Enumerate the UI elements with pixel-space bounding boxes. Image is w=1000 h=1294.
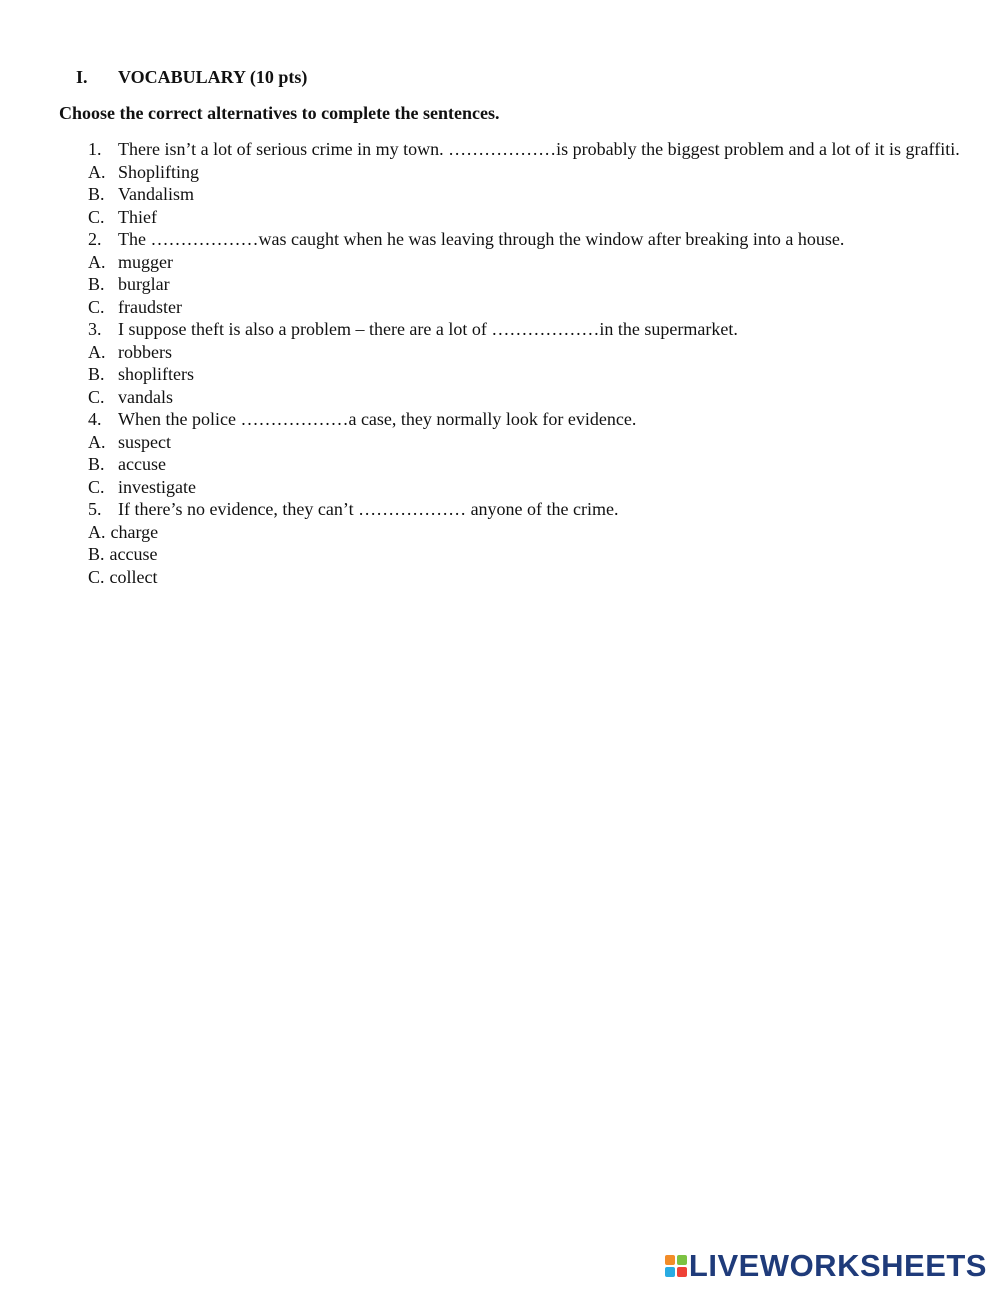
section-number: I.	[76, 67, 88, 87]
question-number: 3.	[88, 319, 102, 339]
option-text[interactable]: robbers	[118, 341, 172, 362]
question-text: There isn’t a lot of serious crime in my town. ………………is probably the biggest problem and a lot of it is graffiti.	[118, 139, 960, 159]
option-letter: A.	[88, 431, 106, 452]
option-2c[interactable]	[88, 296, 968, 319]
option-3a[interactable]	[88, 341, 968, 364]
question-5	[88, 498, 968, 521]
option-2b[interactable]	[88, 273, 968, 296]
option-letter: A.	[88, 521, 106, 542]
option-1c[interactable]	[88, 206, 968, 229]
option-text[interactable]: mugger	[118, 251, 173, 272]
option-text[interactable]: accuse	[118, 454, 166, 474]
question-1	[88, 138, 968, 161]
option-text[interactable]: Thief	[118, 206, 157, 227]
question-2	[88, 228, 968, 251]
question-text: When the police ………………a case, they normally look for evidence.	[118, 409, 637, 429]
liveworksheets-icon	[665, 1255, 687, 1277]
option-1a[interactable]	[88, 161, 968, 184]
question-number: 1.	[88, 139, 102, 159]
option-letter: A.	[88, 161, 106, 182]
option-text[interactable]: investigate	[118, 476, 196, 497]
option-3b[interactable]	[88, 363, 968, 386]
option-4b[interactable]	[88, 453, 968, 476]
option-text[interactable]: shoplifters	[118, 364, 194, 384]
option-letter: C.	[88, 476, 105, 497]
option-text[interactable]: Vandalism	[118, 184, 194, 204]
option-5a[interactable]	[88, 521, 968, 544]
option-4c[interactable]	[88, 476, 968, 499]
question-number: 5.	[88, 499, 102, 519]
option-text[interactable]: suspect	[118, 431, 171, 452]
option-text[interactable]: fraudster	[118, 296, 182, 317]
option-5c[interactable]	[88, 566, 968, 589]
question-text: If there’s no evidence, they can’t ……………… anyone of the crime.	[118, 499, 619, 519]
logo-square-v	[665, 1267, 675, 1277]
option-4a[interactable]	[88, 431, 968, 454]
option-letter: C.	[88, 386, 105, 407]
question-3	[88, 318, 968, 341]
logo-text: LIVEWORKSHEETS	[688, 1248, 987, 1283]
option-text[interactable]: collect	[109, 566, 158, 587]
option-3c[interactable]	[88, 386, 968, 409]
section-heading	[76, 67, 307, 88]
question-number: 4.	[88, 409, 102, 429]
option-letter: B.	[88, 184, 105, 204]
option-text[interactable]: burglar	[118, 274, 170, 294]
option-2a[interactable]	[88, 251, 968, 274]
option-letter: A.	[88, 341, 106, 362]
question-4	[88, 408, 968, 431]
liveworksheets-logo	[665, 1248, 987, 1284]
option-letter: B.	[88, 364, 105, 384]
option-text[interactable]: Shoplifting	[118, 161, 200, 182]
question-text: I suppose theft is also a problem – there are a lot of ………………in the supermarket.	[118, 319, 738, 339]
option-letter: C.	[88, 296, 105, 317]
option-5b[interactable]	[88, 543, 968, 566]
option-letter: B.	[88, 454, 105, 474]
option-letter: B.	[88, 544, 105, 564]
option-text[interactable]: charge	[110, 521, 159, 542]
question-number: 2.	[88, 229, 102, 249]
section-title: VOCABULARY (10 pts)	[118, 67, 308, 87]
logo-square-i	[677, 1255, 687, 1265]
option-letter: C.	[88, 206, 105, 227]
logo-square-e	[677, 1267, 687, 1277]
logo-square-l	[665, 1255, 675, 1265]
option-letter: A.	[88, 251, 106, 272]
instruction: Choose the correct alternatives to complete the sentences.	[59, 103, 500, 123]
option-text[interactable]: accuse	[109, 544, 158, 564]
question-text: The ………………was caught when he was leaving through the window after breaking into a house.	[118, 229, 845, 249]
option-1b[interactable]	[88, 183, 968, 206]
option-text[interactable]: vandals	[118, 386, 173, 407]
question-list	[88, 138, 968, 588]
option-letter: B.	[88, 274, 105, 294]
option-letter: C.	[88, 566, 105, 587]
